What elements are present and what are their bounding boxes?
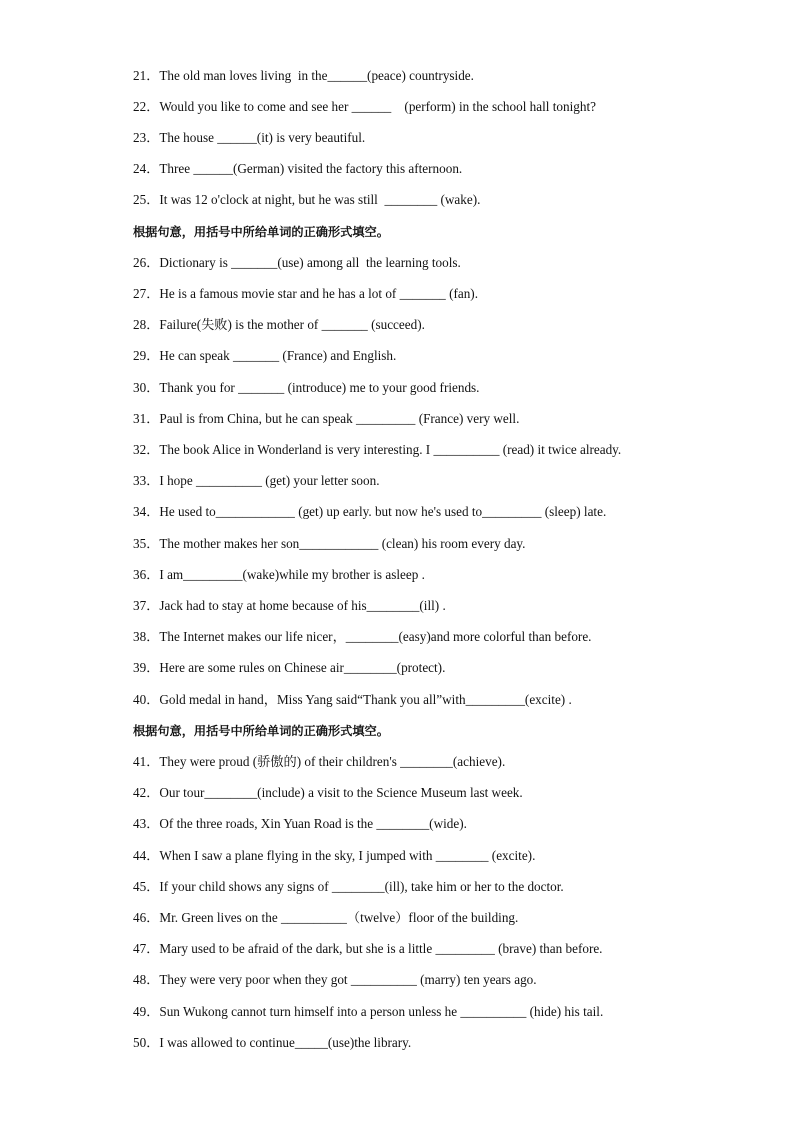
question-item: 45．If your child shows any signs of ________(ill), take him or her to the doctor. (133, 879, 564, 894)
question-item: 28．Failure(失败) is the mother of _______ (succeed). (133, 317, 425, 332)
question-item: 43．Of the three roads, Xin Yuan Road is the ________(wide). (133, 816, 467, 831)
question-item: 37．Jack had to stay at home because of his________(ill) . (133, 598, 446, 613)
question-item: 34．He used to____________ (get) up early. but now he's used to_________ (sleep) late. (133, 504, 607, 519)
question-item: 49．Sun Wukong cannot turn himself into a person unless he __________ (hide) his tail. (133, 1004, 604, 1019)
question-item: 24．Three ______(German) visited the factory this afternoon. (133, 161, 463, 176)
question-item: 30．Thank you for _______ (introduce) me to your good friends. (133, 380, 480, 395)
question-item: 29．He can speak _______ (France) and English. (133, 348, 397, 363)
question-item: 42．Our tour________(include) a visit to the Science Museum last week. (133, 785, 523, 800)
question-item: 21．The old man loves living in the______(peace) countryside. (133, 68, 474, 83)
question-item: 48．They were very poor when they got __________ (marry) ten years ago. (133, 972, 537, 987)
question-item: 38．The Internet makes our life nicer，________(easy)and more colorful than before. (133, 629, 592, 644)
question-item: 41．They were proud (骄傲的) of their children's ________(achieve). (133, 754, 506, 769)
question-item: 40．Gold medal in hand，Miss Yang said“Thank you all”with_________(excite) . (133, 692, 572, 707)
question-item: 22．Would you like to come and see her ______ (perform) in the school hall tonight? (133, 99, 596, 114)
section-heading: 根据句意，用括号中所给单词的正确形式填空。 (133, 724, 389, 738)
question-item: 44．When I saw a plane flying in the sky, I jumped with ________ (excite). (133, 848, 536, 863)
question-item: 33．I hope __________ (get) your letter soon. (133, 473, 380, 488)
question-item: 23．The house ______(it) is very beautiful. (133, 130, 366, 145)
question-item: 31．Paul is from China, but he can speak _________ (France) very well. (133, 411, 520, 426)
question-item: 36．I am_________(wake)while my brother is asleep . (133, 567, 425, 582)
question-item: 46．Mr. Green lives on the __________（twelve）floor of the building. (133, 910, 519, 925)
question-item: 27．He is a famous movie star and he has a lot of _______ (fan). (133, 286, 478, 301)
question-item: 39．Here are some rules on Chinese air________(protect). (133, 660, 446, 675)
question-item: 26．Dictionary is _______(use) among all the learning tools. (133, 255, 461, 270)
question-item: 32．The book Alice in Wonderland is very interesting. I __________ (read) it twice already. (133, 442, 622, 457)
question-item: 35．The mother makes her son____________ (clean) his room every day. (133, 536, 526, 551)
question-item: 25．It was 12 o'clock at night, but he was still ________ (wake). (133, 192, 481, 207)
question-item: 47．Mary used to be afraid of the dark, but she is a little _________ (brave) than before. (133, 941, 603, 956)
question-item: 50．I was allowed to continue_____(use)the library. (133, 1035, 412, 1050)
section-heading: 根据句意，用括号中所给单词的正确形式填空。 (133, 225, 389, 239)
